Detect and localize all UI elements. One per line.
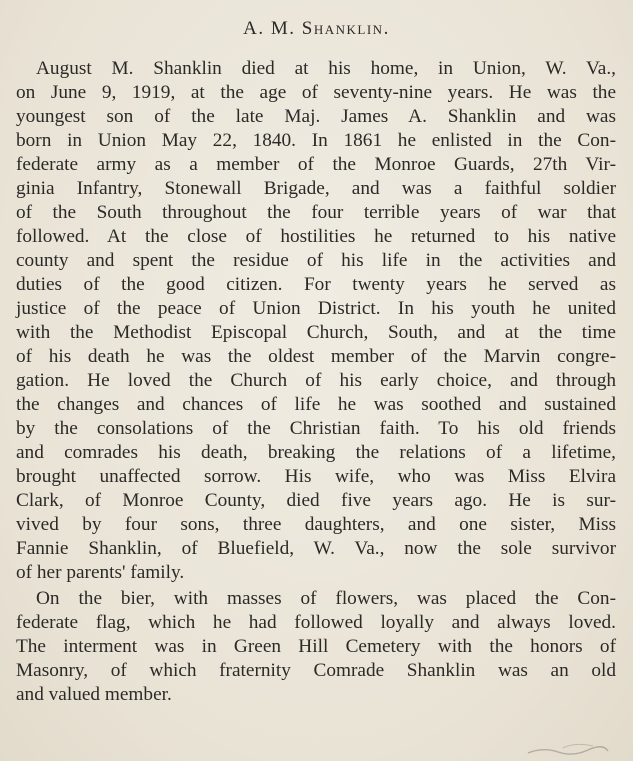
text-line: vived by four sons, three daughters, and one sister, Miss — [16, 514, 616, 535]
ink-smudge — [523, 739, 613, 757]
text-line: federate army as a member of the Monroe Guards, 27th Vir- — [16, 154, 616, 175]
text-line: of the South throughout the four terrible years of war that — [16, 202, 616, 223]
text-line: The interment was in Green Hill Cemetery with the honors of — [16, 636, 616, 657]
text-line: August M. Shanklin died at his home, in Union, W. Va., — [36, 58, 616, 79]
text-line: born in Union May 22, 1840. In 1861 he enlisted in the Con- — [16, 130, 616, 151]
page-title: A. M. Shanklin. — [243, 18, 390, 39]
text-line: with the Methodist Episcopal Church, South, and at the time — [16, 322, 616, 343]
text-line: Clark, of Monroe County, died five years ago. He is sur- — [16, 490, 616, 511]
text-line: and comrades his death, breaking the relations of a lifetime, — [16, 442, 616, 463]
text-line: and valued member. — [16, 684, 172, 705]
text-line: duties of the good citizen. For twenty years he served as — [16, 274, 616, 295]
text-line: gation. He loved the Church of his early choice, and through — [16, 370, 616, 391]
text-line: by the consolations of the Christian faith. To his old friends — [16, 418, 616, 439]
text-line: of her parents' family. — [16, 562, 185, 583]
text-line: the changes and chances of life he was soothed and sustained — [16, 394, 616, 415]
text-line: Masonry, of which fraternity Comrade Shanklin was an old — [16, 660, 616, 681]
text-line: of his death he was the oldest member of the Marvin congre- — [16, 346, 616, 367]
text-line: county and spent the residue of his life in the activities and — [16, 250, 616, 271]
text-line: followed. At the close of hostilities he returned to his native — [16, 226, 616, 247]
text-line: federate flag, which he had followed loyally and always loved. — [16, 612, 616, 633]
text-line: brought unaffected sorrow. His wife, who was Miss Elvira — [16, 466, 616, 487]
text-line: on June 9, 1919, at the age of seventy-nine years. He was the — [16, 82, 616, 103]
text-line: Fannie Shanklin, of Bluefield, W. Va., now the sole survivor — [16, 538, 616, 559]
text-line: ginia Infantry, Stonewall Brigade, and was a faithful soldier — [16, 178, 616, 199]
text-line: justice of the peace of Union District. In his youth he united — [16, 298, 616, 319]
text-line: On the bier, with masses of flowers, was placed the Con- — [36, 588, 616, 609]
text-line: youngest son of the late Maj. James A. Shanklin and was — [16, 106, 616, 127]
